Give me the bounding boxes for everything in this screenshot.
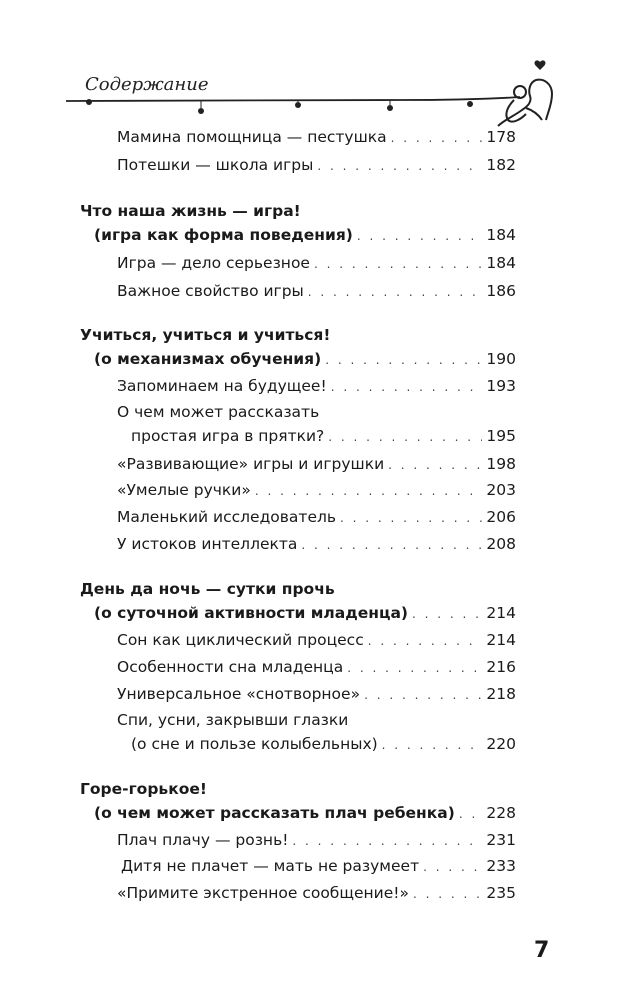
toc-entry[interactable]: [117, 508, 516, 527]
toc-entry-page: 220: [486, 735, 516, 753]
toc-leader: [388, 456, 482, 474]
toc-entry-page: 182: [486, 156, 516, 174]
toc-leader: [459, 805, 483, 823]
divider-dot: [387, 105, 393, 111]
heart-icon: [535, 60, 546, 70]
toc-entry-title-continued: простая игра в прятки?: [131, 427, 325, 445]
toc-entry-title[interactable]: О чем может рассказать: [117, 403, 320, 421]
page-number: 7: [534, 938, 550, 963]
toc-entry-page: 235: [486, 884, 516, 902]
toc-entry-title: Игра — дело серьезное: [117, 254, 310, 272]
section-title[interactable]: День да ночь — сутки прочь: [80, 580, 335, 598]
toc-leader: [368, 632, 483, 650]
toc-leader: [325, 351, 482, 369]
toc-entry-title: Мамина помощница — пестушка: [117, 128, 387, 146]
toc-leader: [317, 157, 482, 175]
section-title[interactable]: Что наша жизнь — игра!: [80, 202, 301, 220]
toc-entry-title[interactable]: Спи, усни, закрывши глазки: [117, 711, 349, 729]
toc-entry-page: 184: [486, 254, 516, 272]
toc-entry-title: У истоков интеллекта: [117, 535, 298, 553]
section-title[interactable]: Горе-горькое!: [80, 780, 207, 798]
section-page: 228: [486, 804, 516, 822]
toc-entry-title: Особенности сна младенца: [117, 658, 344, 676]
toc-leader: [382, 736, 483, 754]
toc-entry[interactable]: [121, 857, 516, 876]
toc-leader: [255, 482, 483, 500]
section-subtitle: (о суточной активности младенца): [94, 604, 408, 622]
toc-entry-title: Запоминаем на будущее!: [117, 377, 327, 395]
section-page: 214: [486, 604, 516, 622]
toc-entry-title-continued: (о сне и пользе колыбельных): [131, 735, 378, 753]
toc-entry-page: 208: [486, 535, 516, 553]
toc-entry[interactable]: [117, 535, 516, 554]
toc-entry-page: 186: [486, 282, 516, 300]
toc-leader: [314, 255, 482, 273]
toc-entry[interactable]: [117, 884, 516, 903]
toc-entry-title: Универсальное «снотворное»: [117, 685, 361, 703]
toc-entry-page: 233: [486, 857, 516, 875]
toc-leader: [413, 885, 482, 903]
toc-entry[interactable]: [117, 455, 516, 474]
toc-entry[interactable]: [117, 377, 516, 396]
toc-leader: [328, 428, 482, 446]
divider-dot: [198, 108, 204, 114]
toc-entry[interactable]: [117, 254, 516, 273]
toc-entry-title: Маленький исследователь: [117, 508, 337, 526]
toc-entry-page: 216: [486, 658, 516, 676]
toc-entry-title: «Умелые ручки»: [117, 481, 251, 499]
toc-entry-title: «Развивающие» игры и игрушки: [117, 455, 385, 473]
toc-entry[interactable]: [117, 631, 516, 650]
page-title: Содержание: [85, 74, 209, 95]
section-entry[interactable]: [94, 604, 516, 623]
toc-entry[interactable]: [131, 735, 516, 754]
toc-entry-page: 193: [486, 377, 516, 395]
divider-dot: [467, 101, 473, 107]
toc-entry-page: 214: [486, 631, 516, 649]
toc-leader: [308, 283, 483, 301]
toc-entry[interactable]: [117, 282, 516, 301]
toc-leader: [331, 378, 483, 396]
toc-leader: [340, 509, 482, 527]
section-entry[interactable]: [94, 804, 516, 823]
toc-entry[interactable]: [117, 658, 516, 677]
toc-entry-page: 231: [486, 831, 516, 849]
toc-entry[interactable]: [117, 831, 516, 850]
mother-baby-illustration: [496, 58, 566, 134]
section-page: 190: [486, 350, 516, 368]
toc-leader: [423, 858, 482, 876]
toc-entry-page: 198: [486, 455, 516, 473]
toc-entry-page: 206: [486, 508, 516, 526]
section-entry[interactable]: [94, 350, 516, 369]
toc-entry[interactable]: [131, 427, 516, 446]
toc-leader: [301, 536, 482, 554]
toc-entry-title: Плач плачу — рознь!: [117, 831, 289, 849]
section-title[interactable]: Учиться, учиться и учиться!: [80, 326, 331, 344]
toc-entry-title: Потешки — школа игры: [117, 156, 314, 174]
toc-leader: [292, 832, 482, 850]
toc-leader: [347, 659, 482, 677]
section-subtitle: (игра как форма поведения): [94, 226, 353, 244]
toc-entry-title: Дитя не плачет — мать не разумеет: [121, 857, 420, 875]
toc-entry[interactable]: [117, 481, 516, 500]
section-entry[interactable]: [94, 226, 516, 245]
toc-leader: [364, 686, 482, 704]
toc-entry-page: 203: [486, 481, 516, 499]
toc-leader: [357, 227, 483, 245]
section-subtitle: (о чем может рассказать плач ребенка): [94, 804, 455, 822]
toc-entry-title: Сон как циклический процесс: [117, 631, 364, 649]
section-page: 184: [486, 226, 516, 244]
toc-entry-page: 195: [486, 427, 516, 445]
toc-leader: [391, 129, 483, 147]
toc-entry[interactable]: [117, 685, 516, 704]
toc-entry-page: 178: [486, 128, 516, 146]
toc-leader: [412, 605, 482, 623]
toc-entry-title: «Примите экстренное сообщение!»: [117, 884, 409, 902]
section-subtitle: (о механизмах обучения): [94, 350, 322, 368]
toc-entry[interactable]: [117, 128, 516, 147]
toc-entry-page: 218: [486, 685, 516, 703]
toc-entry-title: Важное свойство игры: [117, 282, 304, 300]
divider-dot: [86, 99, 92, 105]
divider-dot: [295, 102, 301, 108]
toc-entry[interactable]: [117, 156, 516, 175]
